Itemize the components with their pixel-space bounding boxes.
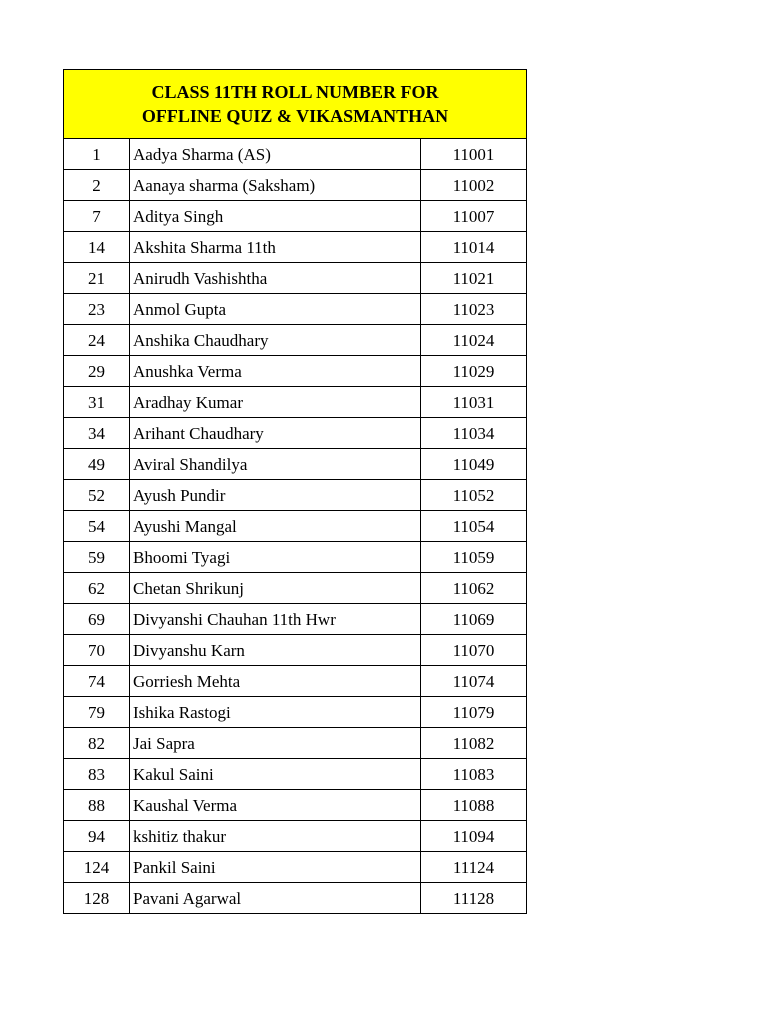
student-name-cell: Kakul Saini xyxy=(130,759,421,790)
table-row xyxy=(64,294,527,325)
roll-number-cell: 11049 xyxy=(421,449,527,480)
roll-number-cell: 11021 xyxy=(421,263,527,294)
roll-number-cell: 11014 xyxy=(421,232,527,263)
student-name-cell: kshitiz thakur xyxy=(130,821,421,852)
roll-number-cell: 11054 xyxy=(421,511,527,542)
table-row xyxy=(64,449,527,480)
table-row xyxy=(64,697,527,728)
student-name-cell: Anirudh Vashishtha xyxy=(130,263,421,294)
table-row xyxy=(64,759,527,790)
roll-number-cell: 11074 xyxy=(421,666,527,697)
roll-number-cell: 11029 xyxy=(421,356,527,387)
roll-number-cell: 11094 xyxy=(421,821,527,852)
serial-number-cell: 1 xyxy=(64,139,130,170)
table-row xyxy=(64,170,527,201)
serial-number-cell: 59 xyxy=(64,542,130,573)
serial-number-cell: 83 xyxy=(64,759,130,790)
serial-number-cell: 69 xyxy=(64,604,130,635)
student-name-cell: Ayushi Mangal xyxy=(130,511,421,542)
roll-number-cell: 11083 xyxy=(421,759,527,790)
student-name-cell: Chetan Shrikunj xyxy=(130,573,421,604)
student-name-cell: Bhoomi Tyagi xyxy=(130,542,421,573)
roll-number-cell: 11088 xyxy=(421,790,527,821)
student-name-cell: Aditya Singh xyxy=(130,201,421,232)
serial-number-cell: 21 xyxy=(64,263,130,294)
roll-number-cell: 11069 xyxy=(421,604,527,635)
table-row xyxy=(64,325,527,356)
student-name-cell: Pavani Agarwal xyxy=(130,883,421,914)
roll-number-table xyxy=(63,69,527,914)
student-name-cell: Anushka Verma xyxy=(130,356,421,387)
student-name-cell: Aadya Sharma (AS) xyxy=(130,139,421,170)
table-row xyxy=(64,511,527,542)
roll-number-table-body xyxy=(64,70,527,914)
table-row xyxy=(64,356,527,387)
student-name-cell: Divyanshi Chauhan 11th Hwr xyxy=(130,604,421,635)
table-row xyxy=(64,263,527,294)
roll-number-cell: 11002 xyxy=(421,170,527,201)
table-row xyxy=(64,232,527,263)
table-row xyxy=(64,480,527,511)
table-row xyxy=(64,387,527,418)
roll-number-cell: 11124 xyxy=(421,852,527,883)
serial-number-cell: 74 xyxy=(64,666,130,697)
serial-number-cell: 24 xyxy=(64,325,130,356)
roll-number-cell: 11023 xyxy=(421,294,527,325)
serial-number-cell: 31 xyxy=(64,387,130,418)
table-row xyxy=(64,666,527,697)
roll-number-cell: 11024 xyxy=(421,325,527,356)
table-row xyxy=(64,542,527,573)
student-name-cell: Arihant Chaudhary xyxy=(130,418,421,449)
roll-number-cell: 11031 xyxy=(421,387,527,418)
table-header-row xyxy=(64,70,527,139)
table-row xyxy=(64,883,527,914)
serial-number-cell: 88 xyxy=(64,790,130,821)
student-name-cell: Jai Sapra xyxy=(130,728,421,759)
table-title-line-2: OFFLINE QUIZ & VIKASMANTHAN xyxy=(141,106,449,126)
student-name-cell: Gorriesh Mehta xyxy=(130,666,421,697)
student-name-cell: Pankil Saini xyxy=(130,852,421,883)
table-row xyxy=(64,728,527,759)
student-name-cell: Ishika Rastogi xyxy=(130,697,421,728)
table-row xyxy=(64,418,527,449)
serial-number-cell: 14 xyxy=(64,232,130,263)
roll-number-cell: 11070 xyxy=(421,635,527,666)
roll-number-cell: 11052 xyxy=(421,480,527,511)
table-row xyxy=(64,821,527,852)
table-row xyxy=(64,852,527,883)
serial-number-cell: 2 xyxy=(64,170,130,201)
table-title-line-1: CLASS 11TH ROLL NUMBER FOR xyxy=(151,82,439,102)
serial-number-cell: 94 xyxy=(64,821,130,852)
serial-number-cell: 54 xyxy=(64,511,130,542)
serial-number-cell: 62 xyxy=(64,573,130,604)
student-name-cell: Aviral Shandilya xyxy=(130,449,421,480)
student-name-cell: Aradhay Kumar xyxy=(130,387,421,418)
roll-number-cell: 11062 xyxy=(421,573,527,604)
roll-number-cell: 11007 xyxy=(421,201,527,232)
roll-number-cell: 11059 xyxy=(421,542,527,573)
roll-number-cell: 11079 xyxy=(421,697,527,728)
serial-number-cell: 128 xyxy=(64,883,130,914)
table-row xyxy=(64,573,527,604)
serial-number-cell: 52 xyxy=(64,480,130,511)
serial-number-cell: 7 xyxy=(64,201,130,232)
table-row xyxy=(64,635,527,666)
student-name-cell: Kaushal Verma xyxy=(130,790,421,821)
serial-number-cell: 82 xyxy=(64,728,130,759)
serial-number-cell: 49 xyxy=(64,449,130,480)
table-title xyxy=(64,70,527,139)
serial-number-cell: 70 xyxy=(64,635,130,666)
student-name-cell: Ayush Pundir xyxy=(130,480,421,511)
student-name-cell: Anmol Gupta xyxy=(130,294,421,325)
table-row xyxy=(64,790,527,821)
serial-number-cell: 34 xyxy=(64,418,130,449)
table-row xyxy=(64,139,527,170)
student-name-cell: Akshita Sharma 11th xyxy=(130,232,421,263)
student-name-cell: Anshika Chaudhary xyxy=(130,325,421,356)
serial-number-cell: 79 xyxy=(64,697,130,728)
roll-number-cell: 11001 xyxy=(421,139,527,170)
roll-number-cell: 11082 xyxy=(421,728,527,759)
student-name-cell: Aanaya sharma (Saksham) xyxy=(130,170,421,201)
roll-number-cell: 11034 xyxy=(421,418,527,449)
student-name-cell: Divyanshu Karn xyxy=(130,635,421,666)
roll-number-cell: 11128 xyxy=(421,883,527,914)
serial-number-cell: 29 xyxy=(64,356,130,387)
table-row xyxy=(64,201,527,232)
serial-number-cell: 124 xyxy=(64,852,130,883)
table-row xyxy=(64,604,527,635)
serial-number-cell: 23 xyxy=(64,294,130,325)
